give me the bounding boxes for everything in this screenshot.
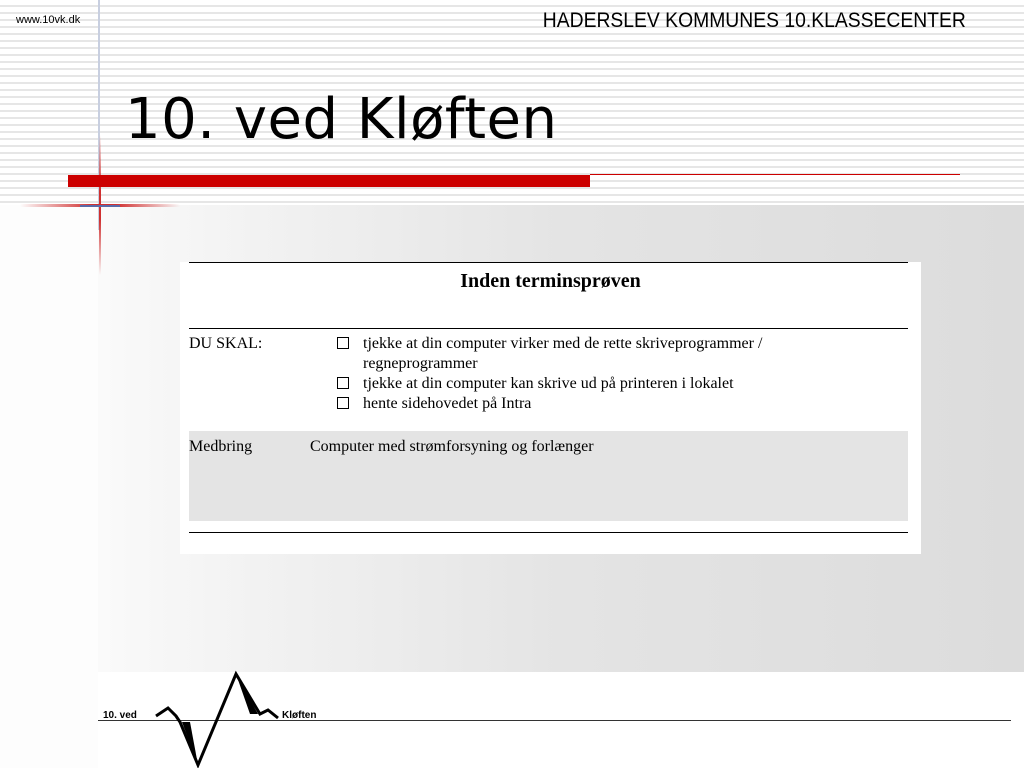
task-list [335, 334, 895, 414]
checkbox-icon [337, 337, 349, 349]
bottom-rule [189, 532, 908, 533]
decor-blue-cross [80, 205, 120, 207]
task-text [363, 334, 762, 374]
logo-text-right: Kløften [282, 710, 317, 721]
slide-title: 10. ved Kløften [125, 87, 558, 152]
du-skal-label: DU SKAL: [189, 335, 263, 352]
title-underline-thin [590, 174, 960, 175]
task-item [335, 334, 895, 374]
checkbox-icon [337, 377, 349, 389]
task-item [335, 374, 895, 394]
title-underline-thick [68, 175, 590, 187]
task-text: hente sidehovedet på Intra [363, 395, 532, 412]
medbring-value: Computer med strømforsyning og forlænger [310, 438, 594, 455]
document-heading: Inden terminsprøven [460, 270, 641, 292]
logo-zigzag-icon [98, 668, 358, 768]
logo-text-left: 10. ved [103, 710, 137, 721]
task-item [335, 394, 895, 414]
site-url: www.10vk.dk [16, 14, 81, 26]
heading-rule [189, 328, 908, 329]
checkbox-icon [337, 397, 349, 409]
organization-name: HADERSLEV KOMMUNES 10.KLASSECENTER [542, 9, 966, 32]
task-text-line: regneprogrammer [363, 355, 478, 372]
task-text: tjekke at din computer kan skrive ud på printeren i lokalet [363, 375, 734, 392]
medbring-label: Medbring [189, 438, 253, 455]
top-rule [189, 262, 908, 263]
task-text-line: tjekke at din computer virker med de rette skriveprogrammer / [363, 335, 763, 352]
document-image [180, 262, 921, 554]
left-margin-band [0, 205, 98, 768]
